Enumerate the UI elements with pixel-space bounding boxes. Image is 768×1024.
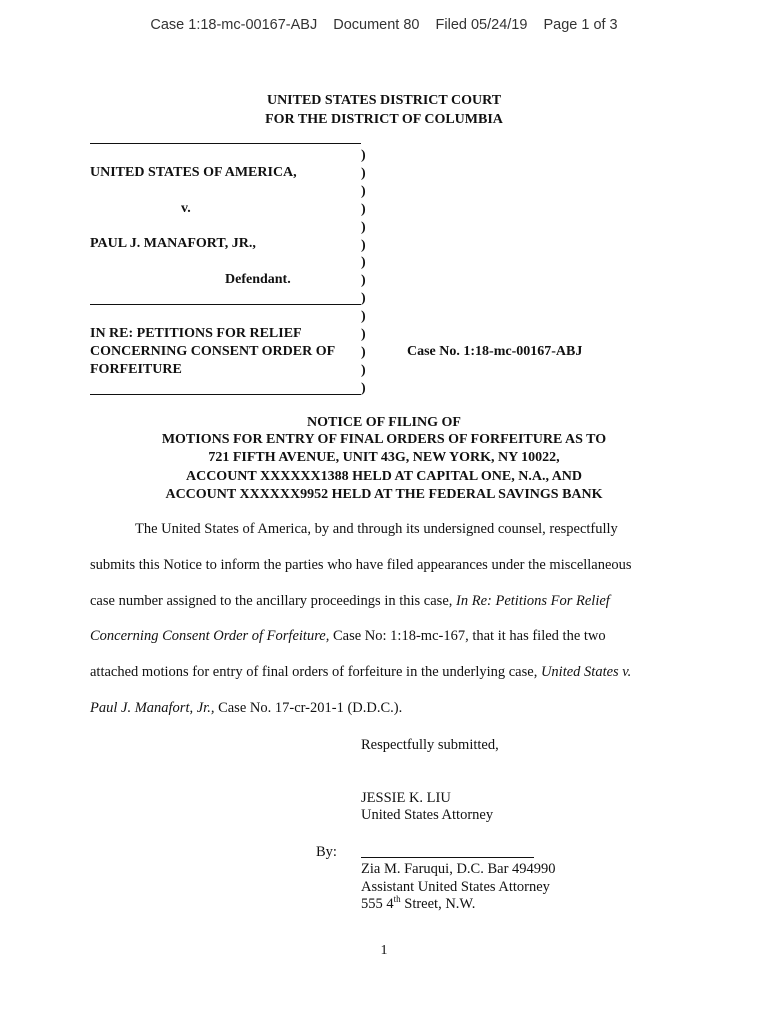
signature-us-attorney-title: United States Attorney bbox=[361, 807, 494, 823]
caption-paren: ) bbox=[361, 344, 366, 360]
caption-defendant: PAUL J. MANAFORT, JR., bbox=[90, 236, 256, 251]
address-street: Street, N.W. bbox=[400, 896, 476, 912]
body-line2: submits this Notice to inform the parties who have filed appearances under the miscellaneous bbox=[90, 557, 632, 573]
body-line6 bbox=[90, 700, 402, 717]
caption-versus: v. bbox=[181, 201, 191, 216]
caption-case-number: Case No. 1:18-mc-00167-ABJ bbox=[407, 344, 583, 359]
caption-defendant-role: Defendant. bbox=[225, 272, 291, 287]
header-page: Page 1 of 3 bbox=[543, 17, 618, 33]
caption-paren: ) bbox=[361, 201, 366, 217]
body-line4 bbox=[90, 628, 606, 645]
filing-header bbox=[0, 17, 768, 33]
body-line3 bbox=[90, 593, 610, 610]
body-line4-text: Case No: 1:18-mc-167, that it has filed the two bbox=[329, 628, 606, 644]
signature-us-attorney-name: JESSIE K. LIU bbox=[361, 790, 451, 806]
page-number: 1 bbox=[380, 943, 388, 958]
caption-paren: ) bbox=[361, 148, 366, 163]
caption-rule-bottom bbox=[90, 394, 361, 395]
body-line5 bbox=[90, 664, 631, 681]
caption-paren: ) bbox=[361, 380, 366, 396]
notice-title-line2: MOTIONS FOR ENTRY OF FINAL ORDERS OF FORFEITURE AS TO bbox=[161, 432, 607, 447]
notice-title-line5: ACCOUNT XXXXXX9952 HELD AT THE FEDERAL SAVINGS BANK bbox=[165, 487, 603, 502]
body-line3-case-title: In Re: Petitions For Relief bbox=[456, 593, 610, 609]
caption-paren: ) bbox=[361, 362, 366, 378]
caption-rule-middle bbox=[90, 304, 361, 305]
caption-in-re-line1: IN RE: PETITIONS FOR RELIEF bbox=[90, 326, 302, 341]
caption-paren: ) bbox=[361, 255, 366, 271]
signature-by-label: By: bbox=[316, 844, 337, 860]
caption-paren: ) bbox=[361, 273, 366, 289]
signature-closing: Respectfully submitted, bbox=[361, 737, 499, 753]
header-document: Document 80 bbox=[333, 17, 420, 33]
address-ordinal: th bbox=[393, 894, 401, 905]
signature-attorney-name: Zia M. Faruqui, D.C. Bar 494990 bbox=[361, 861, 556, 877]
body-line6-text: Case No. 17-cr-201-1 (D.D.C.). bbox=[214, 700, 403, 716]
notice-title-line3: 721 FIFTH AVENUE, UNIT 43G, NEW YORK, NY 10022, bbox=[208, 450, 560, 465]
signature-line bbox=[361, 857, 534, 858]
caption-paren: ) bbox=[361, 219, 366, 235]
court-name-line1: UNITED STATES DISTRICT COURT bbox=[266, 93, 502, 108]
court-name-line2: FOR THE DISTRICT OF COLUMBIA bbox=[265, 112, 503, 127]
body-line1: The United States of America, by and through its undersigned counsel, respectfully bbox=[135, 521, 618, 537]
caption-in-re-line2: CONCERNING CONSENT ORDER OF bbox=[90, 344, 336, 359]
caption-paren: ) bbox=[361, 327, 366, 342]
header-filed: Filed 05/24/19 bbox=[435, 17, 528, 33]
body-line4-case-title: Concerning Consent Order of Forfeiture, bbox=[90, 628, 330, 644]
header-case: Case 1:18-mc-00167-ABJ bbox=[150, 17, 318, 33]
caption-paren: ) bbox=[361, 237, 366, 253]
body-line6-case-title: Paul J. Manafort, Jr., bbox=[90, 700, 215, 716]
caption-in-re-line3: FORFEITURE bbox=[90, 362, 182, 377]
body-line5-case-title: United States v. bbox=[540, 664, 632, 680]
signature-attorney-title: Assistant United States Attorney bbox=[361, 879, 550, 895]
caption-paren: ) bbox=[361, 165, 366, 181]
caption-paren: ) bbox=[361, 309, 366, 325]
address-number: 555 4 bbox=[361, 896, 394, 912]
caption-paren: ) bbox=[361, 291, 366, 307]
caption-paren: ) bbox=[361, 183, 366, 199]
caption-rule-top bbox=[90, 143, 361, 144]
notice-title-line1: NOTICE OF FILING OF bbox=[307, 415, 461, 430]
notice-title-line4: ACCOUNT XXXXXX1388 HELD AT CAPITAL ONE, N.A., AND bbox=[185, 469, 583, 484]
caption-plaintiff: UNITED STATES OF AMERICA, bbox=[90, 165, 297, 180]
body-line5-text: attached motions for entry of final orders of forfeiture in the underlying case, bbox=[90, 664, 541, 680]
body-line3-text: case number assigned to the ancillary proceedings in this case, bbox=[90, 593, 457, 609]
signature-address bbox=[361, 896, 475, 913]
